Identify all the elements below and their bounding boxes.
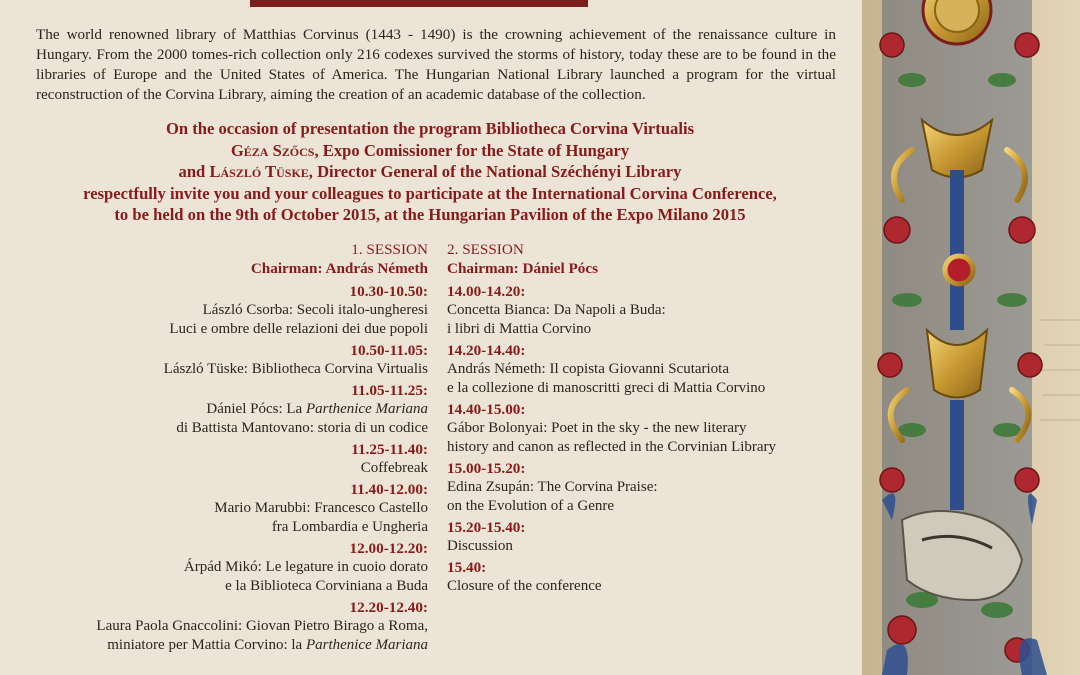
slot-talk xyxy=(30,499,428,537)
invitation-line-2 xyxy=(20,140,840,162)
program-slot xyxy=(447,460,847,516)
program-slot xyxy=(30,599,428,655)
program-slot xyxy=(447,283,847,339)
talk-line: fra Lombardia e Ungheria xyxy=(271,519,428,535)
slot-time: 15.40: xyxy=(447,559,487,576)
slot-time: 12.00-12.20: xyxy=(349,540,428,557)
talk-line: history and canon as reflected in the Corvinian Library xyxy=(447,439,777,455)
intro-paragraph: The world renowned library of Matthias Corvinus (1443 - 1490) is the crowning achievement of the renaissance culture in Hungary. From the 2000 tomes-rich collection only 216 codexes survived the storms of history, today these are to be found in the libraries of Europe and the United States of America. The Hungarian National Library launched a program for the virtual reconstruction of the Corvina Library, aiming the creation of an academic database of the collection. xyxy=(36,26,836,103)
director-name: László Tüske xyxy=(209,162,309,182)
talk-line: Concetta Bianca: Da Napoli a Buda: xyxy=(447,302,666,318)
talk-text: miniatore per Mattia Corvino: la xyxy=(107,637,306,653)
talk-line: Laura Paola Gnaccolini: Giovan Pietro Birago a Roma, xyxy=(96,618,428,634)
slot-time: 12.20-12.40: xyxy=(349,599,428,616)
talk-line: András Németh: Il copista Giovanni Scutariota xyxy=(447,361,730,377)
slot-talk xyxy=(447,577,847,596)
talk-line: Closure of the conference xyxy=(447,578,602,594)
slot-talk xyxy=(30,360,428,379)
session-2-chairman: Chairman: Dániel Pócs xyxy=(447,260,599,277)
invitation-line-3 xyxy=(20,161,840,183)
slot-talk xyxy=(447,478,847,516)
talk-line: e la collezione di manoscritti greci di Mattia Corvino xyxy=(447,380,766,396)
illuminated-border-image xyxy=(862,0,1080,675)
talk-line: Edina Zsupán: The Corvina Praise: xyxy=(447,479,658,495)
program-slot xyxy=(30,481,428,537)
slot-time: 10.50-11.05: xyxy=(350,342,428,359)
session-2 xyxy=(447,240,847,599)
talk-line: Mario Marubbi: Francesco Castello xyxy=(214,500,428,516)
slot-talk xyxy=(30,301,428,339)
program-slot xyxy=(30,342,428,379)
invitation-line-4: respectfully invite you and your colleagues to participate at the International Corvina Conference, xyxy=(83,183,777,203)
program-slot xyxy=(447,519,847,556)
invitation-block xyxy=(20,118,840,226)
talk-line: i libri di Mattia Corvino xyxy=(447,321,592,337)
slot-talk xyxy=(447,537,847,556)
talk-line: Coffebreak xyxy=(360,460,428,476)
talk-line: László Csorba: Secoli italo-ungheresi xyxy=(202,302,428,318)
work-title: Parthenice Mariana xyxy=(305,401,428,417)
top-decorative-rule xyxy=(250,0,588,7)
talk-line: Gábor Bolonyai: Poet in the sky - the new literary xyxy=(447,420,747,436)
slot-time: 15.20-15.40: xyxy=(447,519,526,536)
session-1-chairman: Chairman: András Németh xyxy=(250,260,428,277)
program-slot xyxy=(30,540,428,596)
slot-talk xyxy=(447,360,847,398)
talk-line xyxy=(30,400,428,419)
program-slot xyxy=(30,283,428,339)
program-slot xyxy=(447,401,847,457)
talk-line: Discussion xyxy=(447,538,513,554)
talk-line: e la Biblioteca Corviniana a Buda xyxy=(225,578,428,594)
talk-line: László Tüske: Bibliotheca Corvina Virtualis xyxy=(163,361,428,377)
session-1-title: 1. SESSION xyxy=(351,241,428,258)
program-slot xyxy=(447,559,847,596)
slot-time: 14.40-15.00: xyxy=(447,401,526,418)
session-1 xyxy=(30,240,428,658)
commissioner-name: Géza Szőcs xyxy=(230,140,315,160)
slot-time: 11.40-12.00: xyxy=(350,481,428,498)
slot-talk xyxy=(30,558,428,596)
invitation-and: and xyxy=(178,162,210,182)
invitation-line-1: On the occasion of presentation the program Bibliotheca Corvina Virtualis xyxy=(165,119,695,138)
illuminated-border-graphic xyxy=(862,0,1080,675)
slot-talk xyxy=(447,301,847,339)
talk-line: Árpád Mikó: Le legature in cuoio dorato xyxy=(183,559,428,575)
slot-time: 10.30-10.50: xyxy=(349,283,428,300)
talk-text: Dániel Pócs: La xyxy=(206,401,306,417)
slot-time: 14.00-14.20: xyxy=(447,283,526,300)
slot-time: 14.20-14.40: xyxy=(447,342,526,359)
program-slot xyxy=(30,441,428,478)
slot-time: 11.05-11.25: xyxy=(351,382,428,399)
slot-talk xyxy=(30,400,428,438)
invitation-line-5: to be held on the 9th of October 2015, at the Hungarian Pavilion of the Expo Milano 2015 xyxy=(114,205,746,225)
slot-time: 11.25-11.40: xyxy=(351,441,428,458)
session-2-title: 2. SESSION xyxy=(447,241,524,258)
slot-talk xyxy=(30,459,428,478)
talk-line: Luci e ombre delle relazioni dei due popoli xyxy=(169,321,428,337)
talk-line: on the Evolution of a Genre xyxy=(447,498,615,514)
slot-talk xyxy=(30,617,428,655)
program-slot xyxy=(447,342,847,398)
talk-line xyxy=(30,636,428,655)
program-slot xyxy=(30,382,428,438)
director-title: , Director General of the National Széchényi Library xyxy=(308,162,682,182)
work-title: Parthenice Mariana xyxy=(305,637,428,653)
talk-line: di Battista Mantovano: storia di un codice xyxy=(176,420,428,436)
slot-talk xyxy=(447,419,847,457)
commissioner-title: , Expo Comissioner for the State of Hungary xyxy=(314,140,630,160)
slot-time: 15.00-15.20: xyxy=(447,460,526,477)
